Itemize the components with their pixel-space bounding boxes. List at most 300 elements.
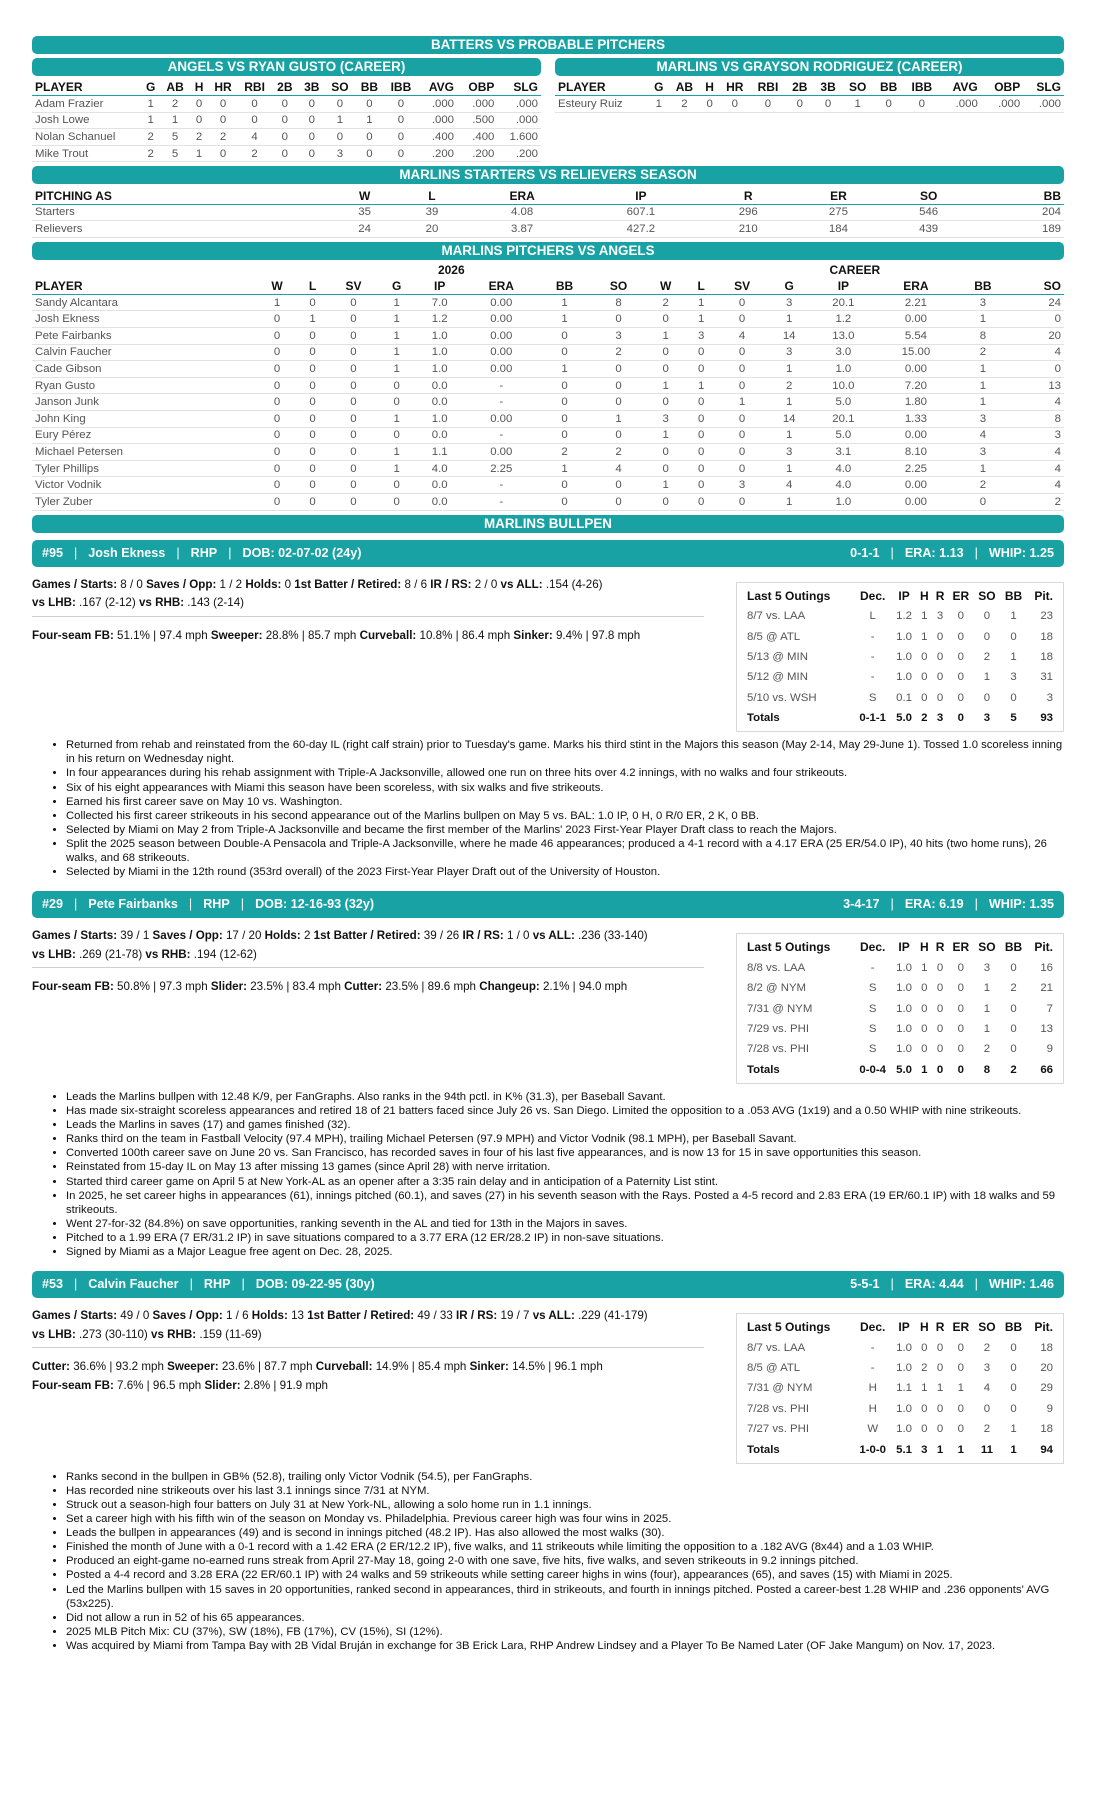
table-cell: 1.0 (896, 1341, 912, 1354)
table-cell: 0 (273, 462, 281, 475)
table-cell: 39 (425, 206, 439, 219)
stat-value: .159 (11-69) (196, 1327, 262, 1341)
table-cell: - (499, 379, 504, 392)
table-cell: 1 (393, 313, 400, 326)
note-item: • Returned from rehab and reinstated from the 60-day IL (right calf strain) prior to Tuesday's game. Marks his third stint in the Majors this season (May 2-14, May 29-June 1). Tossed 1.0 scoreless inning in his return on Wednesday night. (66, 738, 1064, 766)
table-cell: 5.1 (896, 1443, 912, 1456)
table-row (32, 311, 1064, 328)
outing-row (745, 1019, 1055, 1039)
table-cell: 0 (918, 97, 925, 110)
stat-label: Saves / Opp: (152, 1309, 223, 1323)
note-item: • Ranks second in the bullpen in GB% (52.8), trailing only Victor Vodnik (54.5), per FanGraphs. (66, 1470, 1064, 1484)
stat-label: vs ALL: (532, 929, 575, 943)
table-cell: 2 (147, 147, 154, 160)
table-cell: 0 (1010, 1043, 1017, 1056)
table-cell: 0 (957, 1423, 964, 1436)
pitcher-identity (42, 1271, 375, 1298)
table-row (32, 411, 1064, 428)
table-cell: 0 (957, 630, 964, 643)
header-row (745, 586, 1055, 606)
notes-list (32, 1470, 1064, 1653)
table-cell: 0 (350, 329, 357, 342)
table-cell: 189 (1041, 222, 1061, 235)
pitch-mix-line (32, 1358, 718, 1377)
table-cell: 1 (979, 379, 987, 392)
table-cell: L (869, 610, 876, 623)
pitchers-vs-angels-table (32, 262, 1064, 511)
last-five-box (736, 1313, 1064, 1464)
table-cell: 1 (1010, 610, 1017, 623)
table-cell: 0 (921, 982, 928, 995)
table-cell: 1 (957, 1443, 964, 1456)
column-header: R (935, 588, 945, 603)
stat-label: IR / RS: (430, 577, 472, 591)
table-cell: 0 (393, 479, 400, 492)
column-header: AB (675, 80, 694, 95)
table-cell: 5.0 (896, 1063, 912, 1076)
outing-row (745, 667, 1055, 687)
table-cell: 7.20 (904, 379, 927, 392)
stat-value: 17 / 20 (222, 929, 265, 943)
outing-row (745, 1358, 1055, 1378)
table-cell: 1.2 (835, 313, 852, 326)
table-cell: 0 (309, 429, 316, 442)
table-cell: 0 (561, 346, 568, 359)
column-header: IP (434, 278, 446, 293)
table-cell: W (867, 1423, 879, 1436)
outing-row (745, 1419, 1055, 1439)
table-cell: 2 (1010, 1063, 1017, 1076)
table-body (745, 958, 1055, 1080)
table-cell: 0 (309, 495, 316, 508)
table-cell: 2.25 (490, 462, 513, 475)
table-cell: 0 (350, 396, 357, 409)
table-cell: 8 (615, 296, 622, 309)
table-cell: 0 (309, 445, 316, 458)
table-cell: 2 (983, 1341, 991, 1354)
table-cell: 0 (350, 462, 357, 475)
table-cell: 0 (957, 610, 964, 623)
stat-value: 39 / 26 (420, 929, 463, 943)
stat-label: vs ALL: (532, 1309, 575, 1323)
table-cell: 0 (273, 363, 281, 376)
column-header: IP (898, 1320, 910, 1335)
table-cell: 2 (983, 1423, 991, 1436)
table-row (32, 460, 1064, 477)
column-header: Pit. (1034, 588, 1053, 603)
outing-row (745, 978, 1055, 998)
pitcher-dob: DOB: 02-07-02 (24y) (242, 545, 362, 560)
pitch-value: 23.5% | 89.6 mph (382, 980, 480, 994)
column-header: BB (1004, 1320, 1023, 1335)
table-cell: 8 (979, 329, 987, 342)
table-cell: 1.2 (431, 313, 448, 326)
table-cell: .400 (472, 131, 495, 144)
table-cell: 0 (1010, 1402, 1017, 1415)
table-cell: 2.25 (904, 462, 927, 475)
column-header: ERA (488, 278, 514, 293)
table-cell: 0 (936, 1063, 944, 1076)
table-cell: 0 (281, 147, 289, 160)
header-row (32, 79, 541, 96)
table-row (32, 96, 541, 113)
group-career: CAREER (829, 262, 881, 277)
table-body (32, 294, 1064, 510)
table-cell: - (499, 396, 504, 409)
table-cell: 0 (615, 495, 622, 508)
column-header: ERA (509, 188, 535, 203)
column-header: L (697, 278, 705, 293)
table-cell: 0 (738, 412, 746, 425)
pitch-type: Changeup: (479, 980, 540, 994)
table-cell: 0.00 (490, 296, 513, 309)
table-cell: 8/7 vs. LAA (747, 1341, 806, 1354)
table-cell: 0 (697, 445, 705, 458)
table-cell: 0 (561, 379, 568, 392)
column-header: 3B (820, 80, 836, 95)
column-header: SO (919, 188, 938, 203)
table-cell: 8.10 (904, 445, 927, 458)
pitch-type: Curveball: (315, 1360, 373, 1374)
table-cell: 4 (1054, 462, 1061, 475)
table-cell: 0 (336, 131, 344, 144)
outing-row (745, 1039, 1055, 1059)
table-cell: 1 (697, 313, 705, 326)
pitch-type: Sinker: (513, 628, 553, 642)
table-cell: 0.00 (490, 329, 513, 342)
table-row (32, 145, 541, 162)
table-cell: 1.1 (431, 445, 448, 458)
table-cell: 4 (1054, 479, 1061, 492)
table-cell: 0.00 (904, 313, 927, 326)
table-cell: 1 (655, 97, 662, 110)
table-cell: 1.0 (896, 1423, 912, 1436)
pitcher-details (32, 927, 736, 1084)
table-cell: 0 (273, 313, 281, 326)
pitch-value: 9.4% | 97.8 mph (552, 628, 641, 642)
table-cell: 0.00 (904, 495, 927, 508)
table-cell: 1 (561, 296, 568, 309)
pitcher-dob: DOB: 12-16-93 (32y) (255, 897, 375, 912)
last-five-table (745, 937, 1055, 1080)
table-cell: 1 (1010, 650, 1017, 663)
column-header: PLAYER (35, 80, 83, 95)
table-cell: 2 (983, 650, 991, 663)
table-header (32, 262, 1064, 295)
stat-label: vs RHB: (151, 1327, 197, 1341)
stat-value: 8 / 0 (117, 577, 147, 591)
column-header: G (392, 278, 402, 293)
stat-label: vs LHB: (32, 596, 76, 610)
table-cell: 0 (251, 114, 258, 127)
table-cell: 0 (309, 462, 316, 475)
note-item: • Struck out a season-high four batters on July 31 at New York-NL, allowing a solo home run in 1.1 innings. (66, 1498, 1064, 1512)
table-cell: Adam Frazier (35, 97, 104, 110)
pitcher-record: 5-5-1 (850, 1277, 880, 1292)
table-cell: 0 (195, 114, 203, 127)
split-line (32, 594, 718, 613)
table-cell: 2 (983, 1043, 991, 1056)
table-cell: 1 (785, 363, 793, 376)
column-header: ER (830, 188, 847, 203)
table-cell: 0 (615, 313, 622, 326)
column-header: SO (1043, 278, 1061, 293)
outing-row (745, 1378, 1055, 1398)
table-cell: 35 (358, 206, 371, 219)
pitcher-hand: RHP (190, 545, 218, 560)
table-cell: 0 (393, 396, 400, 409)
table-body (745, 606, 1055, 728)
table-cell: Esteury Ruiz (558, 97, 623, 110)
table-cell: 0-0-4 (859, 1063, 886, 1076)
table-cell: 0 (615, 363, 622, 376)
pitcher-summary (850, 1271, 1054, 1298)
table-cell: 0 (309, 412, 316, 425)
table-cell: 2 (171, 97, 179, 110)
column-header: Dec. (860, 940, 886, 955)
table-cell: Cade Gibson (35, 363, 102, 376)
column-header: RBI (757, 80, 779, 95)
table-cell: 0 (697, 479, 705, 492)
table-cell: 0.00 (904, 479, 927, 492)
table-cell: 8/2 @ NYM (747, 982, 807, 995)
pitch-type: Slider: (210, 980, 247, 994)
note-item: • In 2025, he set career highs in appearances (61), innings pitched (60.1), and saves (27) in his seventh season with the Rays. Posted a 4-5 record and 2.83 ERA (19 ER/60.1 IP) with 18 walks and 59 strikeouts. (66, 1189, 1064, 1217)
table-cell: .000 (1038, 97, 1061, 110)
column-header: IBB (911, 80, 933, 95)
table-cell: 0 (738, 429, 746, 442)
table-body (32, 204, 1064, 237)
table-cell: 3 (983, 712, 991, 725)
column-header: RBI (244, 80, 265, 95)
header-row (745, 1317, 1055, 1337)
pitch-mix-line (32, 627, 718, 646)
table-cell: 0 (195, 97, 203, 110)
table-body (555, 96, 1064, 113)
table-cell: 0 (350, 363, 357, 376)
table-cell: 13 (1048, 379, 1061, 392)
table-cell: 2 (921, 712, 928, 725)
table-cell: 20.1 (832, 412, 855, 425)
separator: | (890, 1277, 894, 1292)
table-cell: S (868, 1022, 877, 1035)
table-cell: .000 (472, 97, 495, 110)
table-cell: 0 (397, 131, 405, 144)
table-cell: 1 (785, 396, 793, 409)
table-cell: 1.80 (904, 396, 927, 409)
outing-row (745, 1337, 1055, 1357)
table-cell: 4 (983, 1382, 991, 1395)
separator: | (228, 545, 232, 560)
table-cell: Ryan Gusto (35, 379, 96, 392)
stat-label: Holds: (245, 577, 282, 591)
stat-value: 1 / 6 (222, 1309, 252, 1323)
last-five-table (745, 1317, 1055, 1460)
stat-label: IR / RS: (456, 1309, 498, 1323)
table-cell: 0 (309, 479, 316, 492)
table-cell: Michael Petersen (35, 445, 124, 458)
stat-label: 1st Batter / Retired: (294, 577, 402, 591)
stat-label: Holds: (264, 929, 301, 943)
table-cell: 0 (936, 1002, 944, 1015)
table-row (32, 112, 541, 129)
pitcher-card (32, 1271, 1064, 1653)
table-cell: .000 (515, 114, 538, 127)
pitch-value: 2.1% | 94.0 mph (539, 980, 628, 994)
table-cell: 4.08 (511, 206, 534, 219)
separator: | (241, 1277, 245, 1292)
table-cell: 0 (983, 1402, 991, 1415)
table-cell: Eury Pérez (35, 429, 92, 442)
outing-row (745, 626, 1055, 646)
table-cell: 1 (979, 313, 987, 326)
table-cell: 1 (195, 147, 203, 160)
table-cell: 1 (785, 429, 793, 442)
note-item: • Produced an eight-game no-earned runs streak from April 27-May 18, going 2-0 with one save, five hits, five walks, and seven strikeouts in 9.2 innings pitched. (66, 1554, 1064, 1568)
table-cell: 1 (854, 97, 861, 110)
table-cell: 184 (828, 222, 848, 235)
table-cell: 1 (921, 961, 928, 974)
table-cell: 0 (921, 1002, 928, 1015)
table-cell: Mike Trout (35, 147, 89, 160)
table-cell: 20.1 (832, 296, 855, 309)
table-cell: 1 (393, 296, 400, 309)
table-cell: 0 (697, 346, 705, 359)
table-cell: - (870, 630, 875, 643)
table-cell: 0 (1010, 1022, 1017, 1035)
table-cell: 3 (1010, 671, 1017, 684)
table-cell: 0 (350, 379, 357, 392)
column-header: H (919, 588, 929, 603)
table-cell: Janson Junk (35, 396, 99, 409)
table-cell: 0 (615, 479, 622, 492)
table-cell: 1.0 (835, 363, 852, 376)
table-cell: - (499, 429, 504, 442)
table-cell: 0 (936, 1043, 944, 1056)
table-cell: 1 (979, 396, 987, 409)
pitcher-card-header (32, 1271, 1064, 1298)
note-item: • Led the Marlins bullpen with 15 saves in 20 opportunities, ranked second in appearances, third in strikeouts, and fourth in innings pitched. Posted a career-best 1.28 WHIP and .236 opponents' AVG (53x225). (66, 1583, 1064, 1611)
note-item: • Split the 2025 season between Double-A Pensacola and Triple-A Jacksonville, where he made 46 appearances; produced a 4-1 record with a 4.17 ERA (25 ER/54.0 IP), 40 hits (two home runs), 26 walks, and 68 strikeouts. (66, 837, 1064, 865)
column-header: BB (360, 80, 379, 95)
column-header: W (271, 278, 283, 293)
table-cell: 0 (308, 97, 315, 110)
table-cell: 0 (219, 147, 227, 160)
column-header: BB (1043, 188, 1061, 203)
column-header: Last 5 Outings (747, 588, 831, 603)
table-row (32, 361, 1064, 378)
note-item: • In four appearances during his rehab assignment with Triple-A Jacksonville, allowed one run on three hits over 4.2 innings, with no walks and four strikeouts. (66, 766, 1064, 780)
table-cell: 0 (273, 346, 281, 359)
table-cell: 3 (785, 346, 793, 359)
table-cell: 0 (921, 1341, 928, 1354)
table-cell: 0 (697, 462, 705, 475)
table-cell: 0 (662, 445, 669, 458)
table-cell: 0.00 (904, 429, 927, 442)
table-cell: 3 (979, 445, 987, 458)
table-cell: 0 (281, 97, 289, 110)
table-cell: 4 (1054, 396, 1061, 409)
table-cell: 93 (1040, 712, 1053, 725)
table-cell: 0 (738, 462, 746, 475)
column-header: BB (974, 278, 992, 293)
table-cell: 0 (309, 379, 316, 392)
table-cell: 2 (681, 97, 688, 110)
stat-value: .167 (2-12) (75, 596, 139, 610)
split-line (32, 1326, 718, 1345)
table-cell: 0 (764, 97, 772, 110)
last-five-table (745, 586, 1055, 729)
table-cell: 0 (697, 363, 705, 376)
column-header: SO (978, 588, 996, 603)
totals-row (745, 1060, 1055, 1080)
table-cell: 3 (697, 329, 705, 342)
table-cell: 0.00 (904, 363, 927, 376)
table-cell: 0 (936, 961, 944, 974)
column-header: OBP (468, 80, 495, 95)
section-header-batters-vs-pitchers: BATTERS VS PROBABLE PITCHERS (32, 36, 1064, 54)
table-cell: - (870, 1362, 875, 1375)
table-cell: 0 (350, 412, 357, 425)
separator: | (974, 545, 978, 560)
table-cell: 4 (785, 479, 793, 492)
pitcher-era: ERA: 4.44 (904, 1277, 964, 1292)
table-cell: 4.0 (431, 462, 448, 475)
table-cell: 0 (273, 445, 281, 458)
table-cell: 0 (366, 147, 373, 160)
pitcher-hand: RHP (203, 897, 230, 912)
outing-row (745, 688, 1055, 708)
note-item: • Earned his first career save on May 10 vs. Washington. (66, 795, 1064, 809)
column-header: SLG (513, 80, 538, 95)
note-item: • Finished the month of June with a 0-1 record with a 1.42 ERA (2 ER/12.2 IP), five walks, and 11 strikeouts while limiting the opposition to a .182 AVG (8x44) and a 1.03 WHIP. (66, 1540, 1064, 1554)
column-header: PITCHING AS (35, 188, 112, 203)
table-cell: 1 (979, 363, 987, 376)
table-cell: S (868, 982, 877, 995)
table-cell: - (499, 495, 504, 508)
table-row (32, 377, 1064, 394)
table-cell: - (870, 1341, 875, 1354)
table-cell: 1.2 (896, 610, 912, 623)
table-cell: 5/12 @ MIN (747, 671, 808, 684)
table-cell: 0 (697, 412, 705, 425)
table-cell: 0 (615, 396, 622, 409)
divider (32, 967, 704, 968)
stat-label: vs LHB: (32, 1327, 76, 1341)
column-header: BB (880, 80, 898, 95)
table-cell: 1 (366, 114, 373, 127)
table-cell: 18 (1040, 650, 1053, 663)
table-cell: 0 (273, 479, 281, 492)
table-cell: 0 (561, 396, 568, 409)
table-cell: 1 (662, 329, 669, 342)
table-cell: 0 (936, 630, 944, 643)
table-cell: 0 (706, 97, 713, 110)
table-cell: 0 (738, 313, 746, 326)
table-cell: 0 (366, 131, 373, 144)
table-cell: 2 (979, 346, 987, 359)
table-cell: 3 (979, 412, 987, 425)
column-header: SO (609, 278, 628, 293)
table-cell: S (868, 1002, 877, 1015)
table-row (32, 204, 1064, 221)
table-cell: 0 (957, 650, 964, 663)
table-cell: 0 (957, 1063, 964, 1076)
table-header (745, 937, 1055, 957)
stat-label: vs LHB: (32, 947, 76, 961)
table-cell: 0 (561, 412, 568, 425)
pitcher-card-body (32, 576, 1064, 733)
